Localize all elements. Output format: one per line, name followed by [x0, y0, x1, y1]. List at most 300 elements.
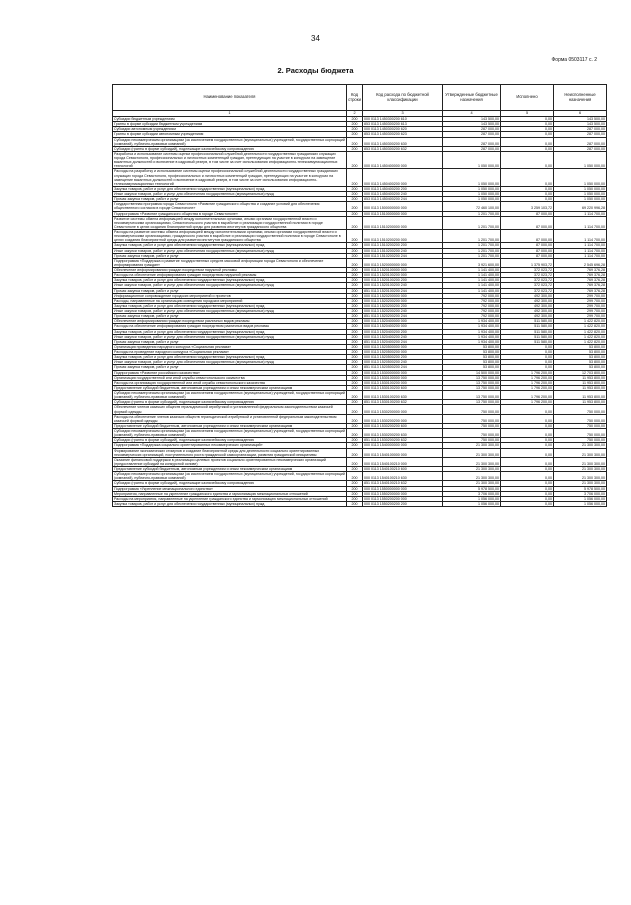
- executed-amount-cell: 0,00: [501, 414, 554, 423]
- executed-amount-cell: 1 796 200,00: [501, 370, 554, 375]
- row-code-cell: 200: [347, 127, 363, 132]
- row-code-cell: 200: [347, 122, 363, 127]
- indicator-name-cell: Обеспечение информирования граждан посредством различных видов рекламы: [113, 319, 347, 324]
- executed-amount-cell: 87 000,00: [501, 243, 554, 248]
- header-unexecuted: Неисполненные назначения: [554, 85, 607, 111]
- indicator-name-cell: Иные закупки товаров, работ и услуг для обеспечения государственных (муниципальных) нужд: [113, 192, 347, 197]
- approved-amount-cell: 13 750 000,00: [443, 391, 501, 400]
- approved-amount-cell: 1 934 400,00: [443, 319, 501, 324]
- indicator-name-cell: Подпрограмма «Укрепление межнационального единства»: [113, 486, 347, 491]
- header-executed: Исполнено: [501, 85, 554, 111]
- executed-amount-cell: 87 000,00: [501, 216, 554, 229]
- row-code-cell: 200: [347, 457, 363, 466]
- approved-amount-cell: 1 056 000,00: [443, 501, 501, 506]
- section-title: 2. Расходы бюджета: [277, 66, 354, 75]
- indicator-name-cell: Субсидии (гранты в форме субсидий), подлежащие казначейскому сопровождению: [113, 481, 347, 486]
- budget-code-cell: 000 0113 1550200200 200: [363, 501, 443, 506]
- executed-amount-cell: 511 580,00: [501, 339, 554, 344]
- budget-code-cell: 000 0113 1520100200 000: [363, 273, 443, 278]
- indicator-name-cell: Расходы на обеспечение членов казачьих обществ геральдической атрибутикой и установленной федеральным законодательством казачьей формой одежды: [113, 414, 347, 423]
- unexecuted-amount-cell: 750 000,00: [554, 405, 607, 414]
- budget-code-cell: 000 0113 1520500200 000: [363, 350, 443, 355]
- unexecuted-amount-cell: 1 050 000,00: [554, 197, 607, 202]
- unexecuted-amount-cell: 1 114 700,00: [554, 230, 607, 243]
- table-row: [113, 457, 607, 466]
- indicator-name-cell: Закупка товаров, работ и услуг для обеспечения государственных (муниципальных) нужд: [113, 355, 347, 360]
- budget-code-cell: 851 0113 1520400200 244: [363, 339, 443, 344]
- approved-amount-cell: 1 934 400,00: [443, 324, 501, 329]
- row-code-cell: 200: [347, 243, 363, 248]
- row-code-cell: 200: [347, 132, 363, 137]
- budget-code-cell: 000 0113 1520400200 000: [363, 324, 443, 329]
- executed-amount-cell: 492 300,00: [501, 293, 554, 298]
- executed-amount-cell: 511 580,00: [501, 324, 554, 329]
- unexecuted-amount-cell: 1 114 700,00: [554, 211, 607, 216]
- row-code-cell: 200: [347, 400, 363, 405]
- row-code-cell: 200: [347, 197, 363, 202]
- unexecuted-amount-cell: 12 703 800,00: [554, 370, 607, 375]
- budget-code-cell: 851 0113 1520100200 244: [363, 288, 443, 293]
- executed-amount-cell: 1 796 200,00: [501, 400, 554, 405]
- budget-code-cell: 000 0113 1520000000 000: [363, 258, 443, 267]
- approved-amount-cell: 13 750 000,00: [443, 385, 501, 390]
- budget-code-cell: 851 0113 1530100200 632: [363, 400, 443, 405]
- approved-amount-cell: 53 800,00: [443, 344, 501, 349]
- expenditure-table: [112, 84, 607, 507]
- budget-code-cell: 000 0113 1450400200 200: [363, 186, 443, 191]
- approved-amount-cell: 1 141 400,00: [443, 283, 501, 288]
- approved-amount-cell: 21 300 300,00: [443, 448, 501, 457]
- unexecuted-amount-cell: 11 953 800,00: [554, 391, 607, 400]
- indicator-name-cell: Информационное сопровождение городских мероприятий и проектов: [113, 293, 347, 298]
- approved-amount-cell: 1 141 400,00: [443, 273, 501, 278]
- table-body: [113, 117, 607, 507]
- budget-code-cell: 853 0113 1450400200 244: [363, 197, 443, 202]
- approved-amount-cell: 21 300 300,00: [443, 443, 501, 448]
- row-code-cell: 200: [347, 324, 363, 329]
- unexecuted-amount-cell: 1 422 820,00: [554, 324, 607, 329]
- unexecuted-amount-cell: 299 700,00: [554, 303, 607, 308]
- approved-amount-cell: 1 201 700,00: [443, 248, 501, 253]
- executed-amount-cell: 0,00: [501, 360, 554, 365]
- budget-code-cell: 000 0113 1520100000 000: [363, 268, 443, 273]
- indicator-name-cell: Субсидии некоммерческим организациям (за исключением государственных (муниципальных) учреждений, государственных корпораций (компаний), публично-правовых компаний): [114, 137, 345, 146]
- approved-amount-cell: 1 201 700,00: [443, 243, 501, 248]
- approved-amount-cell: 750 000,00: [443, 405, 501, 414]
- approved-amount-cell: 1 934 400,00: [443, 339, 501, 344]
- header-approved: Утвержденные бюджетные назначения: [443, 85, 501, 111]
- unexecuted-amount-cell: 1 056 000,00: [554, 496, 607, 501]
- row-code-cell: 200: [347, 501, 363, 506]
- indicator-name-cell: Субсидии (гранты в форме субсидий), подлежащие казначейскому сопровождению: [113, 146, 347, 151]
- budget-code-cell: 000 0113 1520100200 200: [363, 278, 443, 283]
- unexecuted-amount-cell: 287 000,00: [554, 137, 607, 146]
- unexecuted-amount-cell: 1 422 820,00: [554, 339, 607, 344]
- row-code-cell: 200: [347, 429, 363, 438]
- header-row-code: Код строки: [347, 85, 363, 111]
- row-code-cell: 200: [347, 438, 363, 443]
- row-code-cell: 200: [347, 448, 363, 457]
- unexecuted-amount-cell: 21 300 300,00: [554, 443, 607, 448]
- budget-code-cell: 853 0113 1450300200 632: [363, 146, 443, 151]
- row-code-cell: 200: [347, 423, 363, 428]
- executed-amount-cell: 511 580,00: [501, 319, 554, 324]
- budget-code-cell: 000 0113 1530100200 630: [363, 391, 443, 400]
- approved-amount-cell: 792 000,00: [443, 303, 501, 308]
- executed-amount-cell: 0,00: [501, 192, 554, 197]
- unexecuted-amount-cell: 769 376,28: [554, 288, 607, 293]
- executed-amount-cell: 0,00: [501, 344, 554, 349]
- indicator-name-cell: Прочая закупка товаров, работ и услуг: [113, 288, 347, 293]
- budget-code-cell: 000 0113 1450300200 630: [363, 137, 443, 146]
- unexecuted-amount-cell: 143 500,00: [554, 122, 607, 127]
- indicator-name-cell: Гранты в форме субсидии автономным учреждениям: [113, 132, 347, 137]
- budget-code-cell: 000 0113 1520500000 000: [363, 344, 443, 349]
- budget-code-cell: 000 0113 1510200200 244: [363, 253, 443, 258]
- budget-code-cell: 000 0113 1530000000 000: [363, 370, 443, 375]
- executed-amount-cell: 0,00: [501, 423, 554, 428]
- executed-amount-cell: 0,00: [501, 146, 554, 151]
- unexecuted-amount-cell: 769 376,28: [554, 268, 607, 273]
- approved-amount-cell: 1 934 400,00: [443, 334, 501, 339]
- unexecuted-amount-cell: 2 545 696,28: [554, 258, 607, 267]
- budget-code-cell: 000 0113 1530200200 600: [363, 423, 443, 428]
- row-code-cell: 200: [347, 443, 363, 448]
- budget-code-cell: 851 0113 1540100210 632: [363, 481, 443, 486]
- table-row: [113, 391, 607, 400]
- executed-amount-cell: 0,00: [501, 197, 554, 202]
- table-row: [113, 448, 607, 457]
- row-code-cell: 200: [347, 375, 363, 380]
- unexecuted-amount-cell: 53 800,00: [554, 350, 607, 355]
- executed-amount-cell: 0,00: [501, 127, 554, 132]
- budget-code-cell: 000 0113 1510200200 200: [363, 243, 443, 248]
- row-code-cell: 200: [347, 319, 363, 324]
- approved-amount-cell: 21 300 300,00: [443, 467, 501, 472]
- unexecuted-amount-cell: 299 700,00: [554, 314, 607, 319]
- executed-amount-cell: 0,00: [501, 355, 554, 360]
- unexecuted-amount-cell: 1 422 820,00: [554, 334, 607, 339]
- approved-amount-cell: 1 050 000,00: [443, 169, 501, 187]
- indicator-name-cell: Субсидии некоммерческим организациям (за исключением государственных (муниципальных) учреждений, государственных корпораций (компаний), публично-правовых компаний): [114, 429, 345, 438]
- executed-amount-cell: 372 023,72: [501, 278, 554, 283]
- approved-amount-cell: 750 000,00: [443, 423, 501, 428]
- executed-amount-cell: 0,00: [501, 365, 554, 370]
- indicator-name-cell: Прочая закупка товаров, работ и услуг: [113, 253, 347, 258]
- table-row: [113, 169, 607, 187]
- approved-amount-cell: 750 000,00: [443, 414, 501, 423]
- row-code-cell: 200: [347, 481, 363, 486]
- indicator-name-cell: Субсидии (гранты в форме субсидий), подлежащие казначейскому сопровождению: [113, 438, 347, 443]
- unexecuted-amount-cell: 299 700,00: [554, 309, 607, 314]
- budget-code-cell: 000 0113 1540100000 000: [363, 448, 443, 457]
- indicator-name-cell: Прочая закупка товаров, работ и услуг: [113, 365, 347, 370]
- executed-amount-cell: 0,00: [501, 151, 554, 169]
- row-code-cell: 200: [347, 344, 363, 349]
- budget-code-cell: 851 0113 1530200200 632: [363, 438, 443, 443]
- executed-amount-cell: 0,00: [501, 132, 554, 137]
- indicator-name-cell: Расходы на разработку и использование системы оценки профессиональной служебной деятельности государственных гражданских служащих города Севастополя, профессиональных и личностных компетенций граждан, претендующих на участие в конкурсах на замещение вакантных должностей и включение в кадровый резерв, в том числе за счет использования информационно-телекоммуникационных технологий: [113, 169, 347, 187]
- executed-amount-cell: 372 023,72: [501, 283, 554, 288]
- executed-amount-cell: 0,00: [501, 117, 554, 122]
- executed-amount-cell: 372 023,72: [501, 288, 554, 293]
- row-code-cell: 200: [347, 298, 363, 303]
- approved-amount-cell: 1 934 400,00: [443, 329, 501, 334]
- budget-code-cell: 000 0113 1530200200 000: [363, 414, 443, 423]
- budget-code-cell: 000 0113 1530200200 630: [363, 429, 443, 438]
- approved-amount-cell: 53 800,00: [443, 355, 501, 360]
- approved-amount-cell: 53 800,00: [443, 360, 501, 365]
- table-row: [113, 429, 607, 438]
- indicator-name-cell: Закупка товаров, работ и услуг для обеспечения государственных (муниципальных) нужд: [113, 278, 347, 283]
- budget-code-cell: 000 0113 1540100210 600: [363, 467, 443, 472]
- executed-amount-cell: 0,00: [501, 491, 554, 496]
- row-code-cell: 200: [347, 268, 363, 273]
- column-number: 6: [554, 111, 607, 117]
- indicator-name-cell: Расходы на мероприятия, направленные на укрепление гражданского единства и гармонизацию межнациональных отношений: [113, 496, 347, 501]
- indicator-name-cell: Гранты в форме субсидии бюджетным учреждениям: [113, 122, 347, 127]
- approved-amount-cell: 750 000,00: [443, 429, 501, 438]
- budget-code-cell: 000 0113 1520500200 200: [363, 355, 443, 360]
- unexecuted-amount-cell: 1 422 820,00: [554, 329, 607, 334]
- executed-amount-cell: 0,00: [501, 429, 554, 438]
- row-code-cell: 200: [347, 405, 363, 414]
- approved-amount-cell: 287 000,00: [443, 132, 501, 137]
- table-row: [113, 137, 607, 146]
- table-row: [113, 414, 607, 423]
- row-code-cell: 200: [347, 370, 363, 375]
- unexecuted-amount-cell: 1 114 700,00: [554, 243, 607, 248]
- row-code-cell: 200: [347, 303, 363, 308]
- approved-amount-cell: 1 201 700,00: [443, 211, 501, 216]
- indicator-name-cell: Обеспечение членов казачьих обществ геральдической атрибутикой и установленной федеральным законодательством казачьей формой одежды: [113, 405, 347, 414]
- executed-amount-cell: 492 300,00: [501, 303, 554, 308]
- approved-amount-cell: 1 201 700,00: [443, 253, 501, 258]
- indicator-name-cell: Подпрограмма «Развитие российского казачества»: [113, 370, 347, 375]
- executed-amount-cell: 0,00: [501, 501, 554, 506]
- indicator-name-cell: Закупка товаров, работ и услуг для обеспечения государственных (муниципальных) нужд: [113, 186, 347, 191]
- approved-amount-cell: 792 000,00: [443, 298, 501, 303]
- budget-code-cell: 000 0113 1550000000 000: [363, 486, 443, 491]
- approved-amount-cell: 1 201 700,00: [443, 216, 501, 229]
- row-code-cell: 200: [347, 293, 363, 298]
- approved-amount-cell: 287 000,00: [443, 127, 501, 132]
- budget-code-cell: 000 0113 1540100210 000: [363, 457, 443, 466]
- indicator-name-cell: Организация проведения народного конкурса «Социальная реклама»: [113, 344, 347, 349]
- page-number: 34: [311, 34, 320, 43]
- unexecuted-amount-cell: 1 114 700,00: [554, 253, 607, 258]
- indicator-name-cell: Расходы на организацию государственной или иной службы севастопольского казачества: [113, 380, 347, 385]
- executed-amount-cell: 0,00: [501, 443, 554, 448]
- approved-amount-cell: 13 750 000,00: [443, 375, 501, 380]
- budget-code-cell: 000 0113 1520500200 240: [363, 360, 443, 365]
- executed-amount-cell: 511 580,00: [501, 334, 554, 339]
- budget-code-cell: 000 0113 1550200200 000: [363, 496, 443, 501]
- unexecuted-amount-cell: 769 376,28: [554, 283, 607, 288]
- budget-code-cell: 000 0113 1510200200 000: [363, 230, 443, 243]
- indicator-name-cell: Субсидии некоммерческим организациям (за исключением государственных (муниципальных) учреждений, государственных корпораций (компаний), публично-правовых компаний): [114, 472, 345, 481]
- approved-amount-cell: 5 978 500,00: [443, 486, 501, 491]
- indicator-name-cell: Государственная программа города Севастополя «Развитие гражданского общества и создание условий для обеспечения общественного согласия в городе Севастополе»: [113, 202, 347, 211]
- approved-amount-cell: 13 750 000,00: [443, 400, 501, 405]
- indicator-name-cell: Мероприятия, направленные на укрепление гражданского единства и гармонизацию межнациональных отношений: [113, 491, 347, 496]
- approved-amount-cell: 1 141 400,00: [443, 268, 501, 273]
- unexecuted-amount-cell: 750 000,00: [554, 429, 607, 438]
- indicator-name-cell: Подпрограмма «Поддержка и развитие государственных средств массовой информации города Севастополя и обеспечение информирования граждан»: [113, 258, 347, 267]
- row-code-cell: 200: [347, 248, 363, 253]
- budget-code-cell: 000 0113 1520200200 240: [363, 309, 443, 314]
- approved-amount-cell: 792 000,00: [443, 293, 501, 298]
- unexecuted-amount-cell: 287 000,00: [554, 146, 607, 151]
- indicator-name-cell: Прочая закупка товаров, работ и услуг: [113, 197, 347, 202]
- executed-amount-cell: 511 580,00: [501, 329, 554, 334]
- indicator-name-cell: Закупка товаров, работ и услуг для обеспечения государственных (муниципальных) нужд: [113, 303, 347, 308]
- approved-amount-cell: 287 000,00: [443, 146, 501, 151]
- executed-amount-cell: 1 796 200,00: [501, 375, 554, 380]
- table-row: [113, 230, 607, 243]
- row-code-cell: 200: [347, 117, 363, 122]
- indicator-name-cell: Закупка товаров, работ и услуг для обеспечения государственных (муниципальных) нужд: [113, 243, 347, 248]
- approved-amount-cell: 1 050 000,00: [443, 186, 501, 191]
- executed-amount-cell: 87 000,00: [501, 230, 554, 243]
- executed-amount-cell: 87 000,00: [501, 211, 554, 216]
- row-code-cell: 200: [347, 202, 363, 211]
- row-code-cell: 200: [347, 273, 363, 278]
- budget-code-cell: 851 0113 1520500200 244: [363, 365, 443, 370]
- executed-amount-cell: 1 796 200,00: [501, 391, 554, 400]
- table-row: [113, 216, 607, 229]
- header-budget-code: Код расхода по бюджетной классификации: [363, 85, 443, 111]
- row-code-cell: 200: [347, 192, 363, 197]
- row-code-cell: 200: [347, 391, 363, 400]
- executed-amount-cell: 492 300,00: [501, 314, 554, 319]
- approved-amount-cell: 792 000,00: [443, 314, 501, 319]
- unexecuted-amount-cell: 143 500,00: [554, 117, 607, 122]
- indicator-name-cell: Предоставление субсидий бюджетным, автономным учреждениям и иным некоммерческим организациям: [113, 423, 347, 428]
- executed-amount-cell: 0,00: [501, 467, 554, 472]
- row-code-cell: 200: [347, 230, 363, 243]
- executed-amount-cell: 0,00: [501, 448, 554, 457]
- row-code-cell: 200: [347, 216, 363, 229]
- unexecuted-amount-cell: 769 376,28: [554, 278, 607, 283]
- row-code-cell: 200: [347, 309, 363, 314]
- indicator-name-cell: Предоставление субсидий бюджетным, автономным учреждениям и иным некоммерческим организациям: [113, 467, 347, 472]
- budget-code-cell: 853 0113 1450300200 623: [363, 132, 443, 137]
- approved-amount-cell: 21 300 300,00: [443, 457, 501, 466]
- unexecuted-amount-cell: 750 000,00: [554, 438, 607, 443]
- budget-code-cell: 000 0113 1530200000 000: [363, 405, 443, 414]
- unexecuted-amount-cell: 21 300 300,00: [554, 472, 607, 481]
- executed-amount-cell: 0,00: [501, 486, 554, 491]
- budget-code-cell: 000 0113 1510200200 240: [363, 248, 443, 253]
- unexecuted-amount-cell: 750 000,00: [554, 414, 607, 423]
- budget-code-cell: 000 0113 1550200000 000: [363, 491, 443, 496]
- column-number: 3: [363, 111, 443, 117]
- approved-amount-cell: 750 000,00: [443, 438, 501, 443]
- unexecuted-amount-cell: 11 953 800,00: [554, 400, 607, 405]
- indicator-name-cell: Подпрограмма «Поддержка социально ориентированных некоммерческих организаций»: [113, 443, 347, 448]
- indicator-name-cell: Субсидии автономным учреждениям: [113, 127, 347, 132]
- row-code-cell: 200: [347, 186, 363, 191]
- column-number: 2: [347, 111, 363, 117]
- table-row: [113, 501, 607, 506]
- unexecuted-amount-cell: 287 000,00: [554, 132, 607, 137]
- approved-amount-cell: 1 050 000,00: [443, 192, 501, 197]
- unexecuted-amount-cell: 299 700,00: [554, 293, 607, 298]
- table-row: [113, 151, 607, 169]
- row-code-cell: 200: [347, 472, 363, 481]
- unexecuted-amount-cell: 1 056 000,00: [554, 501, 607, 506]
- unexecuted-amount-cell: 53 800,00: [554, 365, 607, 370]
- executed-amount-cell: 3 259 103,72: [501, 202, 554, 211]
- approved-amount-cell: 1 050 000,00: [443, 151, 501, 169]
- column-number: 4: [443, 111, 501, 117]
- executed-amount-cell: 0,00: [501, 481, 554, 486]
- approved-amount-cell: 21 300 300,00: [443, 481, 501, 486]
- unexecuted-amount-cell: 53 800,00: [554, 355, 607, 360]
- budget-code-cell: 853 0113 1450300200 613: [363, 122, 443, 127]
- row-code-cell: 200: [347, 288, 363, 293]
- approved-amount-cell: 1 141 400,00: [443, 278, 501, 283]
- unexecuted-amount-cell: 750 000,00: [554, 423, 607, 428]
- executed-amount-cell: 87 000,00: [501, 248, 554, 253]
- approved-amount-cell: 53 800,00: [443, 350, 501, 355]
- executed-amount-cell: 0,00: [501, 457, 554, 466]
- budget-code-cell: 000 0113 1530100200 600: [363, 385, 443, 390]
- unexecuted-amount-cell: 1 050 000,00: [554, 192, 607, 197]
- row-code-cell: 200: [347, 169, 363, 187]
- row-code-cell: 200: [347, 278, 363, 283]
- row-code-cell: 200: [347, 355, 363, 360]
- unexecuted-amount-cell: 1 114 700,00: [554, 216, 607, 229]
- row-code-cell: 200: [347, 339, 363, 344]
- budget-code-cell: 000 0113 1530100000 000: [363, 375, 443, 380]
- indicator-name-cell: Иные закупки товаров, работ и услуг для обеспечения государственных (муниципальных) нужд: [113, 334, 347, 339]
- unexecuted-amount-cell: 1 050 000,00: [554, 186, 607, 191]
- approved-amount-cell: 143 500,00: [443, 117, 501, 122]
- row-code-cell: 200: [347, 334, 363, 339]
- unexecuted-amount-cell: 287 000,00: [554, 127, 607, 132]
- row-code-cell: 200: [347, 365, 363, 370]
- executed-amount-cell: 0,00: [501, 186, 554, 191]
- executed-amount-cell: 0,00: [501, 472, 554, 481]
- row-code-cell: 200: [347, 151, 363, 169]
- budget-code-cell: 000 0113 1450400000 000: [363, 151, 443, 169]
- row-code-cell: 200: [347, 486, 363, 491]
- unexecuted-amount-cell: 11 953 800,00: [554, 375, 607, 380]
- executed-amount-cell: 372 023,72: [501, 268, 554, 273]
- row-code-cell: 200: [347, 258, 363, 267]
- unexecuted-amount-cell: 769 376,28: [554, 273, 607, 278]
- executed-amount-cell: 87 000,00: [501, 253, 554, 258]
- indicator-name-cell: Субсидии бюджетным учреждениям: [113, 117, 347, 122]
- executed-amount-cell: 0,00: [501, 137, 554, 146]
- row-code-cell: 200: [347, 137, 363, 146]
- budget-code-cell: 000 0113 1530100200 000: [363, 380, 443, 385]
- indicator-name-cell: Субсидии некоммерческим организациям (за исключением государственных (муниципальных) учреждений, государственных корпораций (компаний), публично-правовых компаний): [114, 391, 345, 400]
- approved-amount-cell: 143 500,00: [443, 122, 501, 127]
- indicator-name-cell: Обеспечение информирования граждан посредством наружной рекламы: [113, 268, 347, 273]
- header-row: [113, 85, 607, 111]
- unexecuted-amount-cell: 21 300 300,00: [554, 467, 607, 472]
- row-code-cell: 200: [347, 360, 363, 365]
- approved-amount-cell: 1 201 700,00: [443, 230, 501, 243]
- budget-code-cell: 851 0113 1520200200 244: [363, 314, 443, 319]
- indicator-name-cell: Расходы на развитие системы обмена информацией между исполнительными органами, иными органами государственной власти и некоммерческими организациями, гражданского участия в выработке и реализации государственной политики в городе Севастополе в целях создания благоприятной среды для развития институтов гражданского общества: [113, 230, 347, 243]
- approved-amount-cell: 53 800,00: [443, 365, 501, 370]
- approved-amount-cell: 72 460 100,00: [443, 202, 501, 211]
- form-code: Форма 0503117 с. 2: [551, 57, 597, 63]
